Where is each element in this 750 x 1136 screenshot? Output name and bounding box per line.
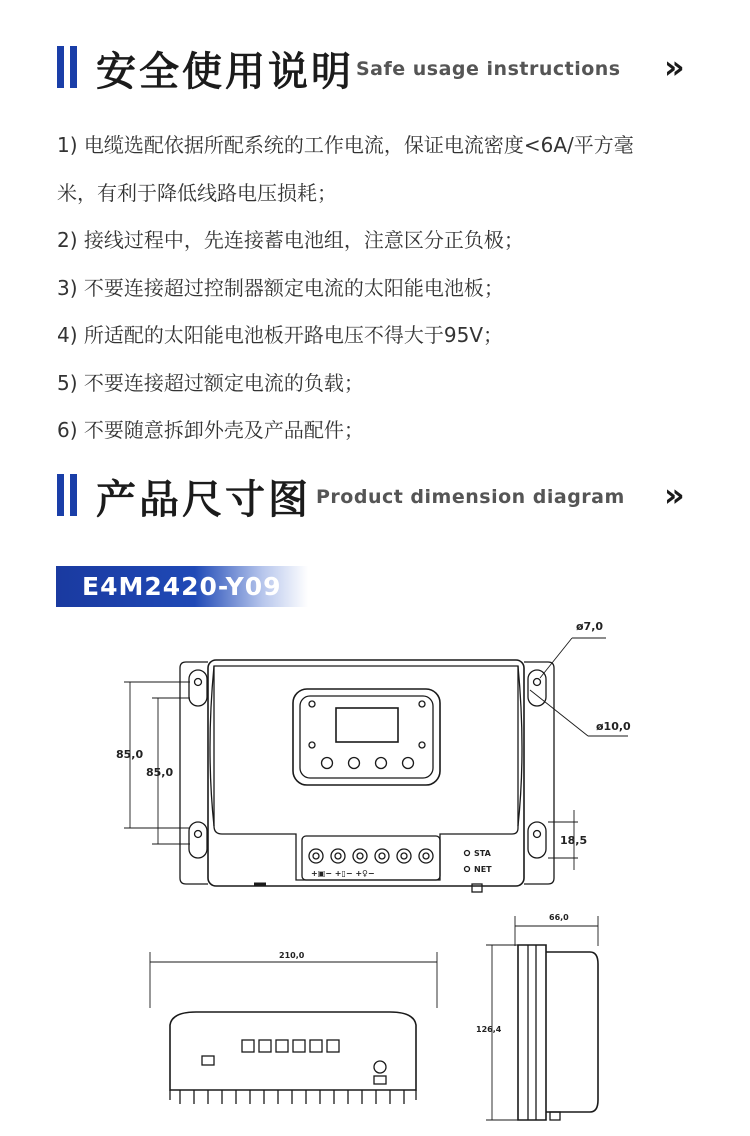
list-item: 6) 不要随意拆卸外壳及产品配件； [57,418,364,442]
hole-small-label: ø7,0 [576,620,604,633]
dimension-section-header [0,466,750,526]
title-accent-bars [57,46,79,88]
width-label: 210,0 [279,951,305,960]
list-item: 2) 接线过程中，先连接蓄电池组，注意区分正负极； [57,228,524,252]
safety-instructions-list [57,122,727,455]
title-accent-bars [57,474,79,516]
list-item: 3) 不要连接超过控制器额定电流的太阳能电池板； [57,275,504,300]
chevron-right-icon[interactable]: » [664,476,685,514]
depth-label: 66,0 [549,913,569,922]
height-outer-label: 85,0 [116,748,144,761]
controller-side-view [486,916,598,1120]
hole-large-label: ø10,0 [596,720,631,733]
height-inner-label: 85,0 [146,766,174,779]
led-net-label: NET [474,865,492,874]
controller-bottom-view [150,952,437,1104]
slot-spacing-label: 18,5 [560,834,588,847]
dimension-drawing [0,600,750,1136]
safety-title-en: Safe usage instructions [356,58,621,80]
model-number-tag: E4M2420-Y09 [56,566,308,607]
dimension-title-cn: 产品尺寸图 [96,477,311,523]
list-item: 4) 所适配的太阳能电池板开路电压不得大于95V； [57,323,504,347]
safety-section-header [0,38,750,98]
safety-title-cn: 安全使用说明 [96,49,354,95]
list-item: 米，有利于降低线路电压损耗； [57,180,337,205]
height-label: 126,4 [476,1025,502,1034]
svg-text:+▣− +▯− +♀−: +▣− +▯− +♀− [311,869,375,878]
dimension-title-en: Product dimension diagram [316,486,625,508]
controller-front-view [180,660,554,892]
front-dimension-lines [124,638,628,870]
list-item: 1) 电缆选配依据所配系统的工作电流，保证电流密度<6A/平方毫 [57,133,634,157]
chevron-right-icon[interactable]: » [664,48,685,86]
led-sta-label: STA [474,849,491,858]
list-item: 5) 不要连接超过额定电流的负载； [57,370,364,395]
